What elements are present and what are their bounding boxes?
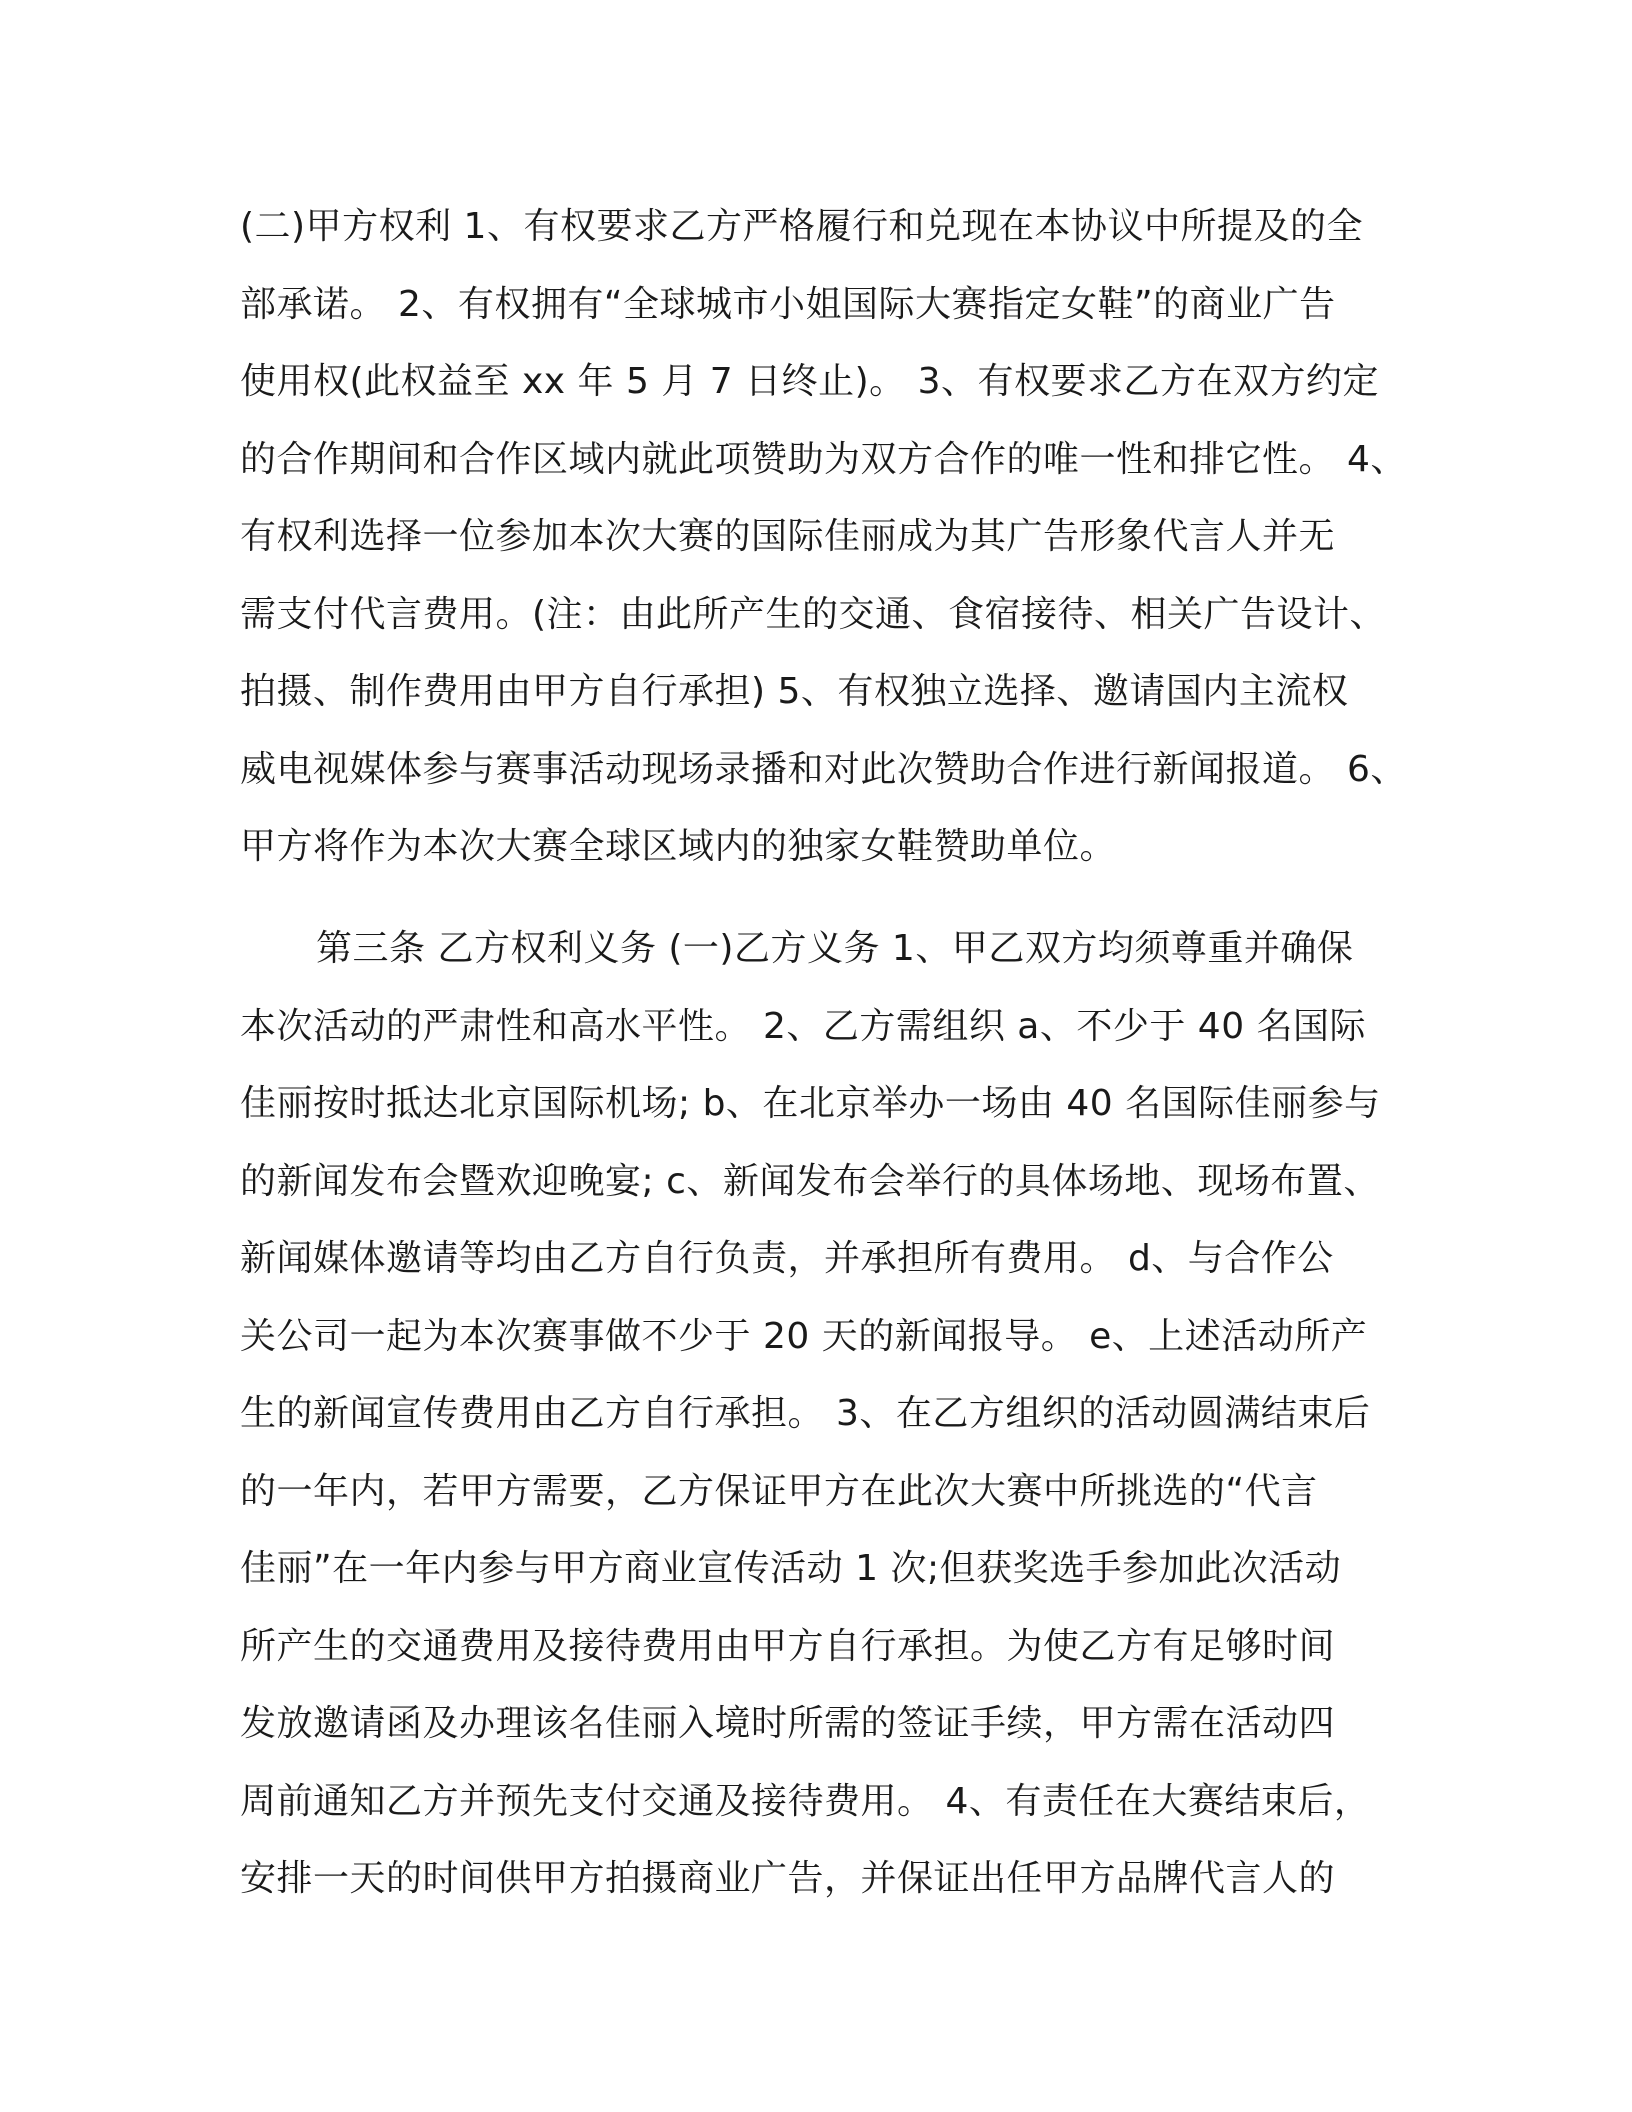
paragraph-article-3 (240, 910, 1420, 1918)
text-line: 佳丽”在一年内参与甲方商业宣传活动 1 次;但获奖选手参加此次活动 (240, 1548, 1342, 1589)
text-line: 发放邀请函及办理该名佳丽入境时所需的签证手续，甲方需在活动四 (240, 1703, 1336, 1744)
text-line: 第三条 乙方权利义务 (一)乙方义务 1、甲乙双方均须尊重并确保 (316, 928, 1354, 969)
text-line: 甲方将作为本次大赛全球区域内的独家女鞋赞助单位。 (240, 826, 1117, 867)
text-line: 安排一天的时间供甲方拍摄商业广告，并保证出任甲方品牌代言人的 (240, 1858, 1336, 1899)
text-line: 的合作期间和合作区域内就此项赞助为双方合作的唯一性和排它性。 4、 (240, 438, 1407, 480)
text-line: 威电视媒体参与赛事活动现场录播和对此次赞助合作进行新闻报道。 6、 (240, 748, 1407, 790)
text-line: 需支付代言费用。(注：由此所产生的交通、食宿接待、相关广告设计、 (240, 593, 1387, 635)
text-line: 有权利选择一位参加本次大赛的国际佳丽成为其广告形象代言人并无 (240, 516, 1336, 557)
text-line: 关公司一起为本次赛事做不少于 20 天的新闻报导。 e、上述活动所产 (240, 1315, 1368, 1357)
paragraph-party-a-rights (240, 188, 1420, 886)
text-line: 生的新闻宣传费用由乙方自行承担。 3、在乙方组织的活动圆满结束后 (240, 1393, 1371, 1434)
text-line: 使用权(此权益至 xx 年 5 月 7 日终止)。 3、有权要求乙方在双方约定 (240, 361, 1380, 402)
text-line: 佳丽按时抵达北京国际机场; b、在北京举办一场由 40 名国际佳丽参与 (240, 1083, 1381, 1124)
text-line: 的新闻发布会暨欢迎晚宴; c、新闻发布会举行的具体场地、现场布置、 (240, 1160, 1380, 1202)
text-line: 拍摄、制作费用由甲方自行承担) 5、有权独立选择、邀请国内主流权 (240, 671, 1349, 712)
text-line: 周前通知乙方并预先支付交通及接待费用。 4、有责任在大赛结束后， (240, 1780, 1371, 1822)
text-line: 所产生的交通费用及接待费用由甲方自行承担。为使乙方有足够时间 (240, 1625, 1336, 1667)
text-line: 新闻媒体邀请等均由乙方自行负责，并承担所有费用。 d、与合作公 (240, 1238, 1334, 1279)
text-line: 的一年内，若甲方需要，乙方保证甲方在此次大赛中所挑选的“代言 (240, 1470, 1318, 1512)
text-line: 本次活动的严肃性和高水平性。 2、乙方需组织 a、不少于 40 名国际 (240, 1005, 1367, 1047)
text-line: 部承诺。 2、有权拥有“全球城市小姐国际大赛指定女鞋”的商业广告 (240, 283, 1336, 325)
text-line: (二)甲方权利 1、有权要求乙方严格履行和兑现在本协议中所提及的全 (240, 206, 1363, 247)
